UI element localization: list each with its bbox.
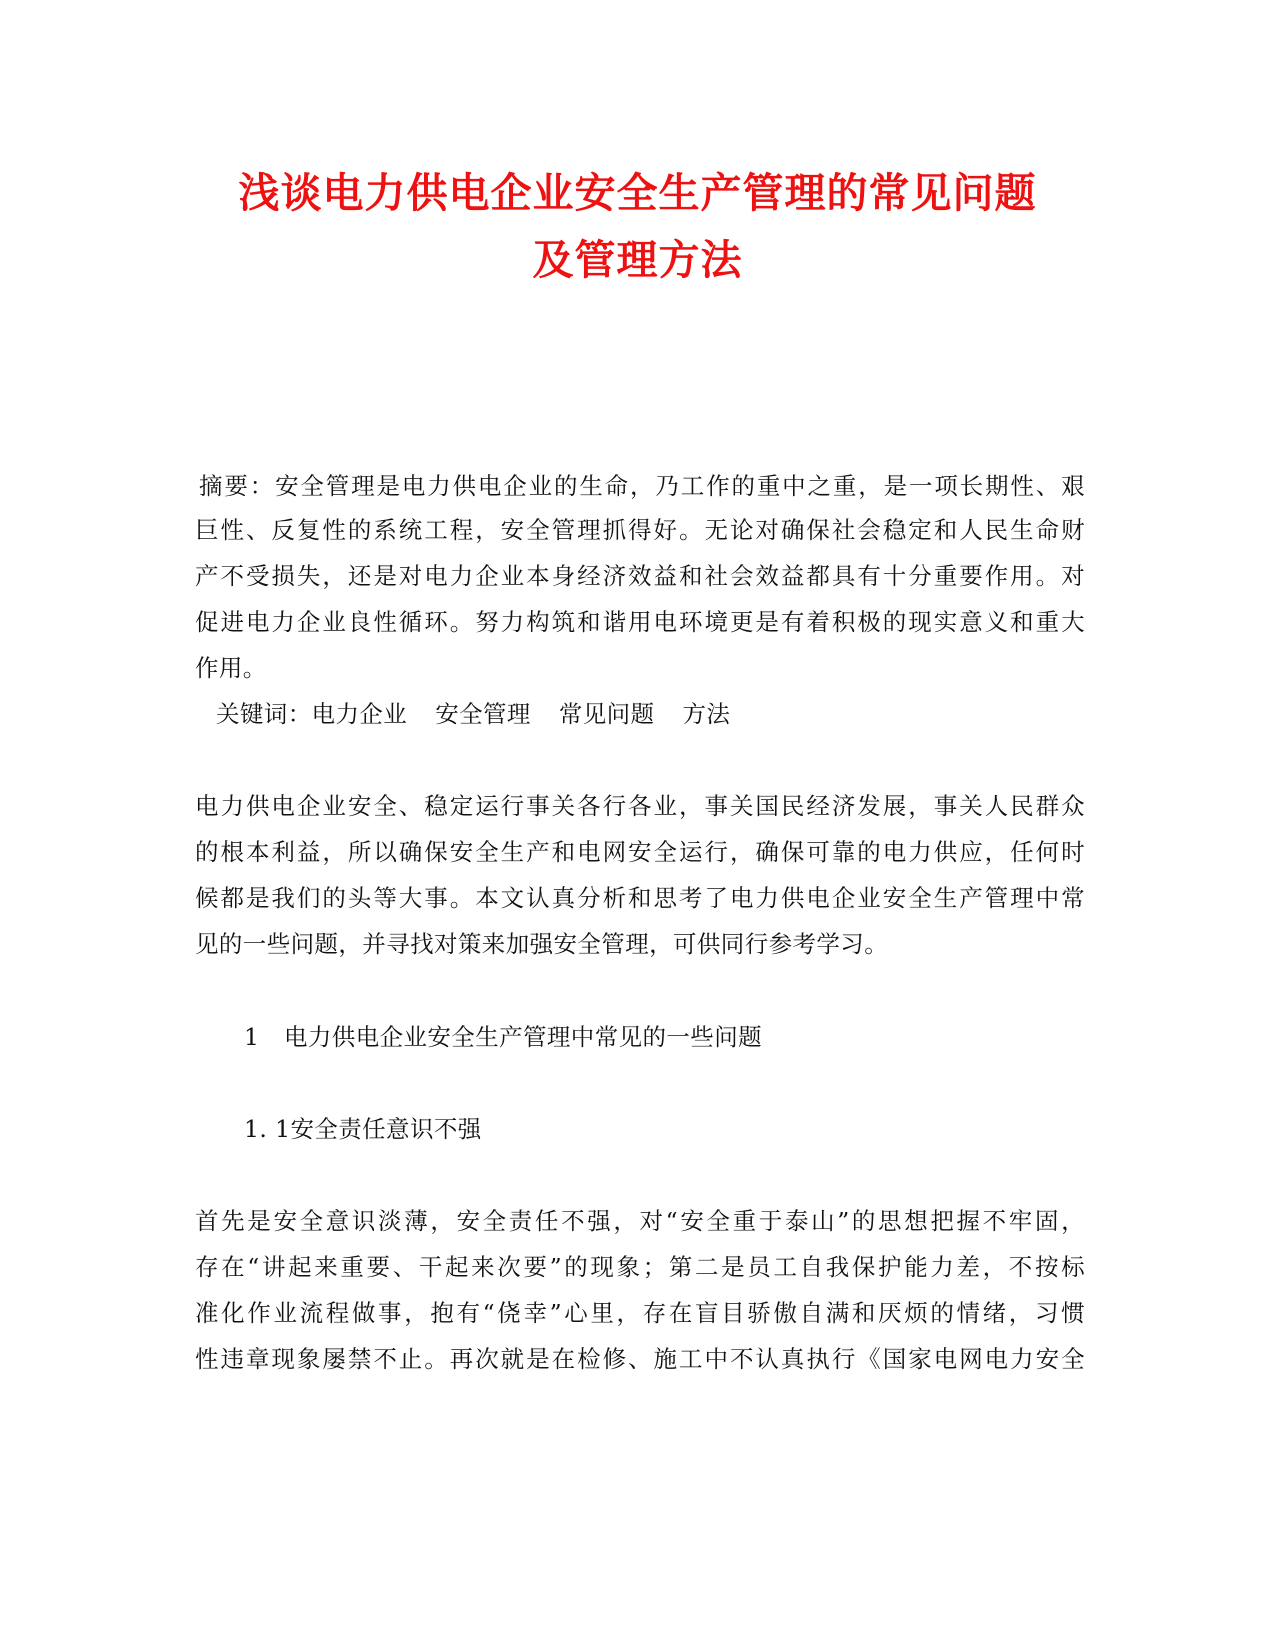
paragraph-line: 性违章现象屡禁不止。再次就是在检修、施工中不认真执行《国家电网电力安全 [195,1345,1085,1373]
document-title-line-1: 浅谈电力供电企业安全生产管理的常见问题 [238,169,1037,217]
keyword-item: 常见问题 [558,700,655,728]
paragraph-line: 见的一些问题，并寻找对策来加强安全管理，可供同行参考学习。 [195,930,889,958]
abstract-line: 摘要：安全管理是电力供电企业的生命，乃工作的重中之重，是一项长期性、艰 [199,472,1085,500]
paragraph-line: 准化作业流程做事，抱有“侥幸”心里，存在盲目骄傲自满和厌烦的情绪，习惯 [195,1299,1085,1327]
keyword-item: 安全管理 [435,700,531,728]
paragraph-line: 电力供电企业安全、稳定运行事关各行各业，事关国民经济发展，事关人民群众 [195,792,1085,820]
keywords [216,699,1106,729]
section-title: 电力供电企业安全生产管理中常见的一些问题 [284,1023,762,1051]
paragraph-line: 存在“讲起来重要、干起来次要”的现象；第二是员工自我保护能力差，不按标 [195,1253,1085,1281]
section-number: 1 [244,1023,260,1051]
abstract-line: 促进电力企业良性循环。努力构筑和谐用电环境更是有着积极的现实意义和重大 [195,608,1085,636]
keywords-label: 关键词： [216,700,312,728]
abstract-line: 巨性、反复性的系统工程，安全管理抓得好。无论对确保社会稳定和人民生命财 [195,516,1085,544]
keyword-item: 方法 [682,700,731,728]
paragraph-line: 的根本利益，所以确保安全生产和电网安全运行，确保可靠的电力供应，任何时 [195,838,1085,866]
paragraph-line: 候都是我们的头等大事。本文认真分析和思考了电力供电企业安全生产管理中常 [195,884,1085,912]
keyword-item: 电力企业 [311,700,408,728]
abstract-line: 作用。 [195,654,267,682]
document-title-line-2: 及管理方法 [532,236,743,284]
section-heading [244,1022,1134,1052]
paragraph-line: 首先是安全意识淡薄，安全责任不强，对“安全重于泰山”的思想把握不牢固， [195,1207,1085,1235]
subsection-heading: 1. 1安全责任意识不强 [244,1115,482,1143]
abstract-line: 产不受损失，还是对电力企业本身经济效益和社会效益都具有十分重要作用。对 [195,562,1085,590]
